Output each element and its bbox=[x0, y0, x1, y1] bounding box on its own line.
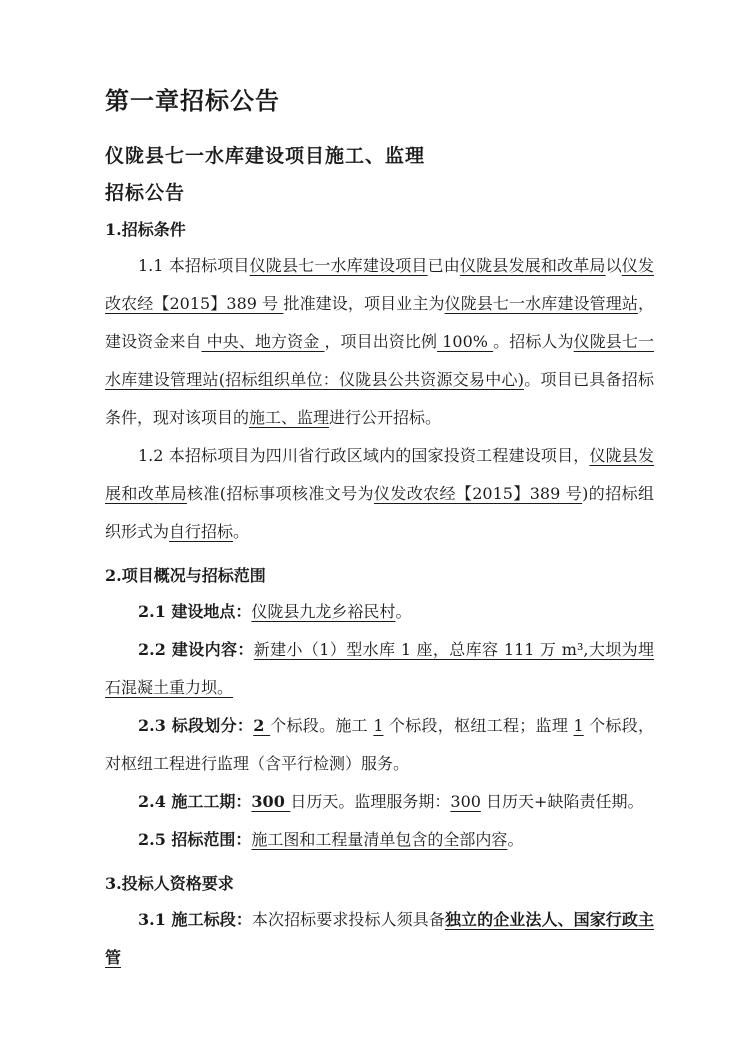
text-segment: 仪发改农经【2015】389 号 bbox=[105, 256, 654, 313]
text-segment: 个标段，枢纽工程；监理 bbox=[383, 716, 574, 735]
chapter-title: 第一章招标公告 bbox=[105, 86, 280, 115]
text-segment: 仪陇县七一水库建设项目 bbox=[249, 256, 428, 275]
text-segment: 2.4 施工工期： bbox=[138, 792, 252, 811]
para-2-3 bbox=[105, 707, 654, 783]
text-segment: 以 bbox=[605, 256, 622, 275]
text-segment: 中央、地方资金 bbox=[201, 332, 325, 351]
text-segment: 仪陇县七一水库建设管理站(招标组织单位：仪陇县公共资源交易中心) bbox=[105, 332, 654, 389]
text-segment: 1.1 本招标项目 bbox=[138, 256, 250, 275]
text-segment: 。 bbox=[233, 522, 250, 541]
para-2-1 bbox=[105, 593, 654, 631]
para-1-2 bbox=[105, 437, 654, 551]
text-segment: 日历天。监理服务期： bbox=[290, 792, 451, 811]
para-2-2 bbox=[105, 631, 654, 707]
para-2-4 bbox=[105, 783, 654, 821]
text-segment: 300 bbox=[251, 792, 291, 811]
text-segment: 仪陇县发展和改革局 bbox=[105, 446, 654, 503]
text-segment: 批准建设，项目业主为 bbox=[283, 294, 445, 313]
text-segment: 2.3 标段划分： bbox=[138, 716, 254, 735]
para-2-5 bbox=[105, 821, 654, 859]
para-1-1 bbox=[105, 247, 654, 437]
text-segment: 。项目已具备招标条件，现对该项目的 bbox=[105, 370, 654, 427]
text-segment: 本次招标要求投标人须具备 bbox=[251, 910, 445, 929]
text-segment: 1 bbox=[573, 716, 584, 735]
text-segment: ，建设资金来自 bbox=[105, 294, 654, 351]
text-segment: 施工图和工程量清单包含的全部内容 bbox=[251, 830, 508, 849]
announcement-title: 招标公告 bbox=[105, 182, 186, 204]
text-segment: 个标段。施工 bbox=[270, 716, 374, 735]
text-segment: 仪陇县九龙乡裕民村 bbox=[251, 602, 396, 621]
text-segment: 仪发改农经【2015】389 号 bbox=[373, 484, 583, 503]
document-body bbox=[105, 84, 654, 977]
text-segment: 新建小（1）型水库 1 座，总库容 111 万 m³,大坝为埋石混凝土重力坝。 bbox=[105, 640, 654, 697]
text-segment: 进行公开招标。 bbox=[329, 408, 442, 427]
section-2-heading: 2.项目概况与招标范围 bbox=[105, 566, 266, 585]
text-segment: 。招标人为 bbox=[493, 332, 574, 351]
text-segment: 2.2 建设内容： bbox=[138, 640, 254, 659]
text-segment: 施工、监理 bbox=[249, 408, 330, 427]
text-segment: 。 bbox=[507, 830, 524, 849]
text-segment: 自行招标 bbox=[169, 522, 234, 541]
text-segment: 1.2 本招标项目为四川省行政区域内的国家投资工程建设项目， bbox=[138, 446, 590, 465]
text-segment: 仪陇县七一水库建设管理站 bbox=[444, 294, 638, 313]
text-segment: 3.1 施工标段： bbox=[138, 910, 252, 929]
text-segment: 日历天+缺陷责任期。 bbox=[480, 792, 644, 811]
para-3-1 bbox=[105, 901, 654, 977]
text-segment: 2.5 招标范围： bbox=[138, 830, 252, 849]
section-1-heading: 1.招标条件 bbox=[105, 220, 186, 239]
section-3-heading: 3.投标人资格要求 bbox=[105, 874, 234, 893]
text-segment: 独立的企业法人、国家行政主管 bbox=[105, 910, 654, 967]
text-segment: 2 bbox=[253, 716, 271, 735]
text-segment: 1 bbox=[373, 716, 384, 735]
text-segment: 2.1 建设地点： bbox=[138, 602, 252, 621]
text-segment: 100% bbox=[437, 332, 494, 351]
text-segment: 核准(招标事项核准文号为 bbox=[186, 484, 374, 503]
text-segment: 300 bbox=[450, 792, 481, 811]
text-segment: ，项目出资比例 bbox=[324, 332, 438, 351]
text-segment: 仪陇县发展和改革局 bbox=[459, 256, 606, 275]
text-segment: )的招标组织形式为 bbox=[105, 484, 654, 541]
project-title: 仪陇县七一水库建设项目施工、监理 bbox=[105, 145, 426, 167]
text-segment: 已由 bbox=[427, 256, 460, 275]
text-segment: 个标段，对枢纽工程进行监理（含平行检测）服务。 bbox=[105, 716, 654, 773]
text-segment: 。 bbox=[395, 602, 412, 621]
